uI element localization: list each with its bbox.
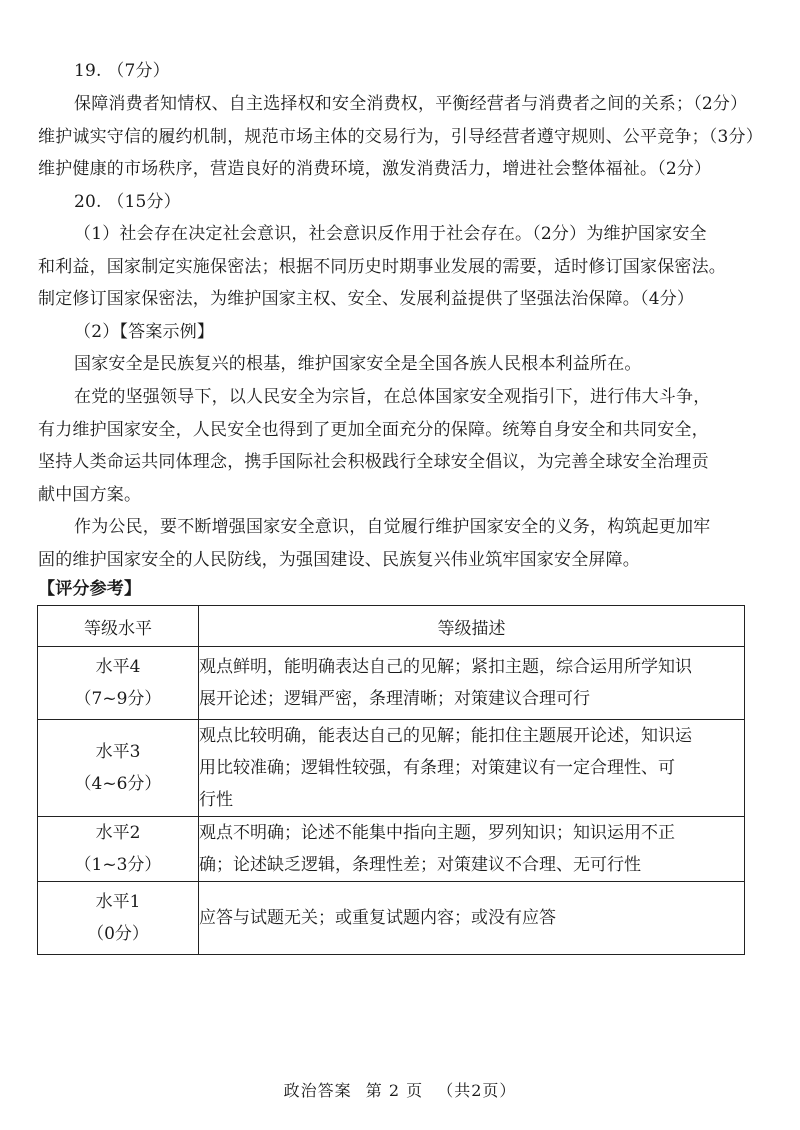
rubric-desc-line: 确；论述缺乏逻辑，条理性差；对策建议不合理、无可行性 bbox=[199, 855, 641, 875]
q20-part2-para2-line-1: 在党的坚强领导下，以人民安全为宗旨，在总体国家安全观指引下，进行伟大斗争， bbox=[74, 387, 711, 407]
rubric-row-level-3 bbox=[38, 720, 745, 817]
rubric-level-cell bbox=[38, 882, 199, 955]
rubric-level-points: （1~3分） bbox=[74, 855, 162, 875]
q19-line-2: 维护诚实守信的履约机制，规范市场主体的交易行为，引导经营者遵守规则、公平竞争；（3分） bbox=[38, 127, 763, 147]
rubric-desc-cell bbox=[199, 720, 745, 817]
rubric-level-points: （4~6分） bbox=[74, 774, 162, 794]
rubric-row-level-1 bbox=[38, 882, 745, 955]
rubric-level-label: 水平1 bbox=[95, 892, 141, 912]
rubric-level-label: 水平3 bbox=[95, 742, 141, 762]
q20-part1-line-3: 制定修订国家保密法，为维护国家主权、安全、发展利益提供了坚强法治保障。（4分） bbox=[38, 289, 695, 309]
rubric-row-level-2 bbox=[38, 817, 745, 882]
q20-part2-para2-line-4: 献中国方案。 bbox=[38, 485, 142, 505]
rubric-level-label: 水平2 bbox=[95, 823, 141, 843]
q20-part2-para2-line-2: 有力维护国家安全，人民安全也得到了更加全面充分的保障。统筹自身安全和共同安全， bbox=[38, 420, 709, 440]
q19-line-1: 保障消费者知情权、自主选择权和安全消费权，平衡经营者与消费者之间的关系；（2分） bbox=[74, 94, 748, 114]
q19-title: 19. （7分） bbox=[74, 61, 170, 81]
q20-part2-para2-line-3: 坚持人类命运共同体理念，携手国际社会积极践行全球安全倡议，为完善全球安全治理贡 bbox=[38, 452, 709, 472]
rubric-desc-line: 应答与试题无关；或重复试题内容；或没有应答 bbox=[199, 908, 556, 928]
rubric-level-cell bbox=[38, 720, 199, 817]
rubric-desc-cell bbox=[199, 647, 745, 720]
footer-page-number: 第 2 页 bbox=[365, 1081, 424, 1100]
q20-part1-line-1: （1）社会存在决定社会意识，社会意识反作用于社会存在。（2分）为维护国家安全 bbox=[74, 224, 707, 244]
rubric-col-desc: 等级描述 bbox=[199, 606, 745, 647]
rubric-desc-cell bbox=[199, 882, 745, 955]
q20-part2-para3-line-1: 作为公民，要不断增强国家安全意识，自觉履行维护国家安全的义务，构筑起更加牢 bbox=[74, 517, 711, 537]
rubric-level-cell bbox=[38, 647, 199, 720]
rubric-col-level: 等级水平 bbox=[38, 606, 199, 647]
rubric-heading: 【评分参考】 bbox=[38, 579, 142, 599]
rubric-desc-cell bbox=[199, 817, 745, 882]
q20-title: 20. （15分） bbox=[74, 192, 181, 212]
rubric-level-points: （0分） bbox=[87, 924, 149, 944]
rubric-header-row bbox=[38, 606, 745, 647]
rubric-table bbox=[37, 605, 745, 955]
page-footer bbox=[0, 1078, 800, 1101]
rubric-row-level-4 bbox=[38, 647, 745, 720]
rubric-desc-line: 观点鲜明，能明确表达自己的见解；紧扣主题，综合运用所学知识 bbox=[199, 657, 692, 677]
rubric-desc-line: 观点不明确；论述不能集中指向主题，罗列知识；知识运用不正 bbox=[199, 823, 675, 843]
rubric-level-cell bbox=[38, 817, 199, 882]
q19-line-3: 维护健康的市场秩序，营造良好的消费环境，激发消费活力，增进社会整体福祉。（2分） bbox=[38, 159, 712, 179]
q20-part2-para3-line-2: 固的维护国家安全的人民防线，为强国建设、民族复兴伟业筑牢国家安全屏障。 bbox=[38, 550, 640, 570]
rubric-desc-line: 观点比较明确，能表达自己的见解；能扣住主题展开论述，知识运 bbox=[199, 726, 692, 746]
rubric-desc-line: 行性 bbox=[199, 790, 233, 810]
rubric-level-label: 水平4 bbox=[95, 657, 141, 677]
q20-part2-para1: 国家安全是民族复兴的根基，维护国家安全是全国各族人民根本利益所在。 bbox=[74, 354, 642, 374]
footer-subject: 政治答案 bbox=[283, 1081, 352, 1100]
q20-part1-line-2: 和利益，国家制定实施保密法；根据不同历史时期事业发展的需要，适时修订国家保密法。 bbox=[38, 257, 726, 277]
rubric-desc-line: 用比较准确；逻辑性较强，有条理；对策建议有一定合理性、可 bbox=[199, 758, 675, 778]
rubric-level-points: （7~9分） bbox=[74, 689, 162, 709]
rubric-desc-line: 展开论述；逻辑严密，条理清晰；对策建议合理可行 bbox=[199, 689, 590, 709]
footer-total-pages: （共2页） bbox=[437, 1081, 517, 1100]
q20-part2-heading: （2）【答案示例】 bbox=[74, 322, 215, 342]
